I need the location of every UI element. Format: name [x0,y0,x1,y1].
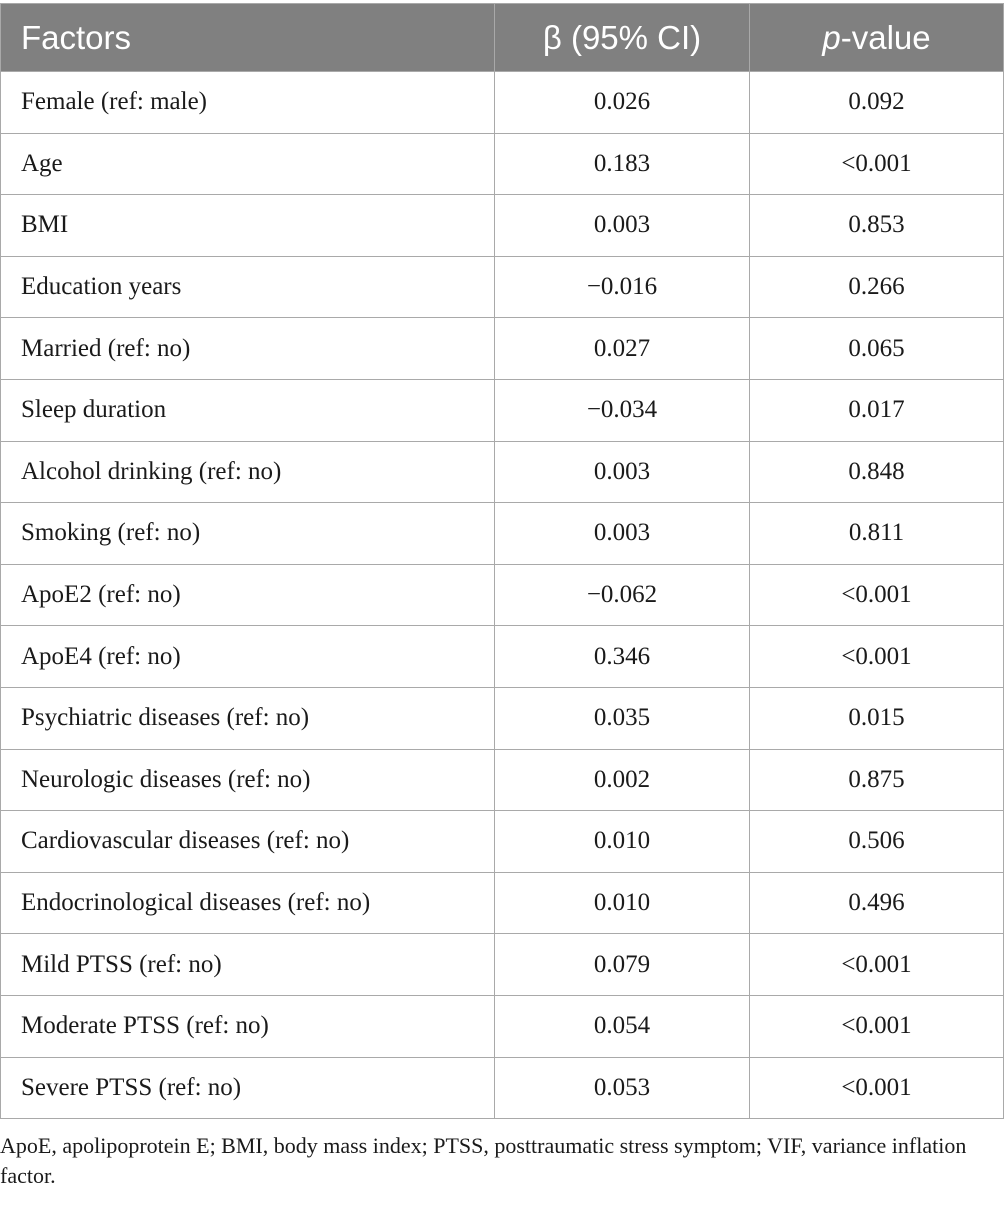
factor-cell: Mild PTSS (ref: no) [1,934,495,996]
beta-cell: 0.346 [495,626,750,688]
p-value-cell: 0.811 [750,503,1004,565]
beta-cell: 0.002 [495,749,750,811]
beta-cell: 0.003 [495,503,750,565]
beta-cell: 0.079 [495,934,750,996]
factor-cell: Severe PTSS (ref: no) [1,1057,495,1119]
header-beta: β (95% CI) [495,4,750,72]
factor-cell: Neurologic diseases (ref: no) [1,749,495,811]
beta-cell: 0.054 [495,995,750,1057]
factor-cell: Psychiatric diseases (ref: no) [1,687,495,749]
p-value-cell: 0.496 [750,872,1004,934]
beta-cell: −0.062 [495,564,750,626]
table-footnote: ApoE, apolipoprotein E; BMI, body mass index; PTSS, posttraumatic stress symptom; VIF, variance inflation factor. [0,1133,967,1188]
p-value-cell: 0.853 [750,195,1004,257]
factor-cell: Alcohol drinking (ref: no) [1,441,495,503]
beta-cell: 0.026 [495,72,750,134]
header-p-rest: -value [840,18,931,56]
regression-table-container [0,3,1003,1119]
table-row [1,195,1004,257]
table-row [1,441,1004,503]
table-row [1,133,1004,195]
factor-cell: Cardiovascular diseases (ref: no) [1,811,495,873]
factor-cell: Endocrinological diseases (ref: no) [1,872,495,934]
factor-cell: Education years [1,256,495,318]
beta-cell: 0.003 [495,441,750,503]
beta-cell: −0.034 [495,379,750,441]
beta-cell: 0.003 [495,195,750,257]
factor-cell: ApoE2 (ref: no) [1,564,495,626]
p-value-cell: <0.001 [750,133,1004,195]
header-factors: Factors [1,4,495,72]
p-value-cell: <0.001 [750,934,1004,996]
table-row [1,934,1004,996]
regression-table [0,3,1004,1119]
table-row [1,872,1004,934]
factor-cell: Sleep duration [1,379,495,441]
table-row [1,318,1004,380]
p-value-cell: 0.015 [750,687,1004,749]
p-value-cell: 0.065 [750,318,1004,380]
factor-cell: Married (ref: no) [1,318,495,380]
table-row [1,687,1004,749]
table-row [1,72,1004,134]
p-value-cell: <0.001 [750,995,1004,1057]
table-row [1,256,1004,318]
factor-cell: Smoking (ref: no) [1,503,495,565]
p-value-cell: <0.001 [750,1057,1004,1119]
header-p-italic: p [822,18,841,56]
p-value-cell: 0.506 [750,811,1004,873]
p-value-cell: 0.848 [750,441,1004,503]
table-row [1,564,1004,626]
p-value-cell: <0.001 [750,626,1004,688]
p-value-cell: 0.875 [750,749,1004,811]
beta-cell: 0.010 [495,872,750,934]
factor-cell: Age [1,133,495,195]
table-row [1,811,1004,873]
table-row [1,1057,1004,1119]
table-body [1,72,1004,1119]
header-p-value [750,4,1004,72]
factor-cell: BMI [1,195,495,257]
table-row [1,749,1004,811]
table-row [1,379,1004,441]
beta-cell: 0.035 [495,687,750,749]
p-value-cell: 0.266 [750,256,1004,318]
beta-cell: 0.053 [495,1057,750,1119]
header-row [1,4,1004,72]
table-row [1,503,1004,565]
beta-cell: 0.010 [495,811,750,873]
beta-cell: 0.183 [495,133,750,195]
table-row [1,995,1004,1057]
table-header [1,4,1004,72]
factor-cell: ApoE4 (ref: no) [1,626,495,688]
p-value-cell: 0.017 [750,379,1004,441]
beta-cell: 0.027 [495,318,750,380]
table-row [1,626,1004,688]
factor-cell: Moderate PTSS (ref: no) [1,995,495,1057]
p-value-cell: <0.001 [750,564,1004,626]
beta-cell: −0.016 [495,256,750,318]
factor-cell: Female (ref: male) [1,72,495,134]
p-value-cell: 0.092 [750,72,1004,134]
